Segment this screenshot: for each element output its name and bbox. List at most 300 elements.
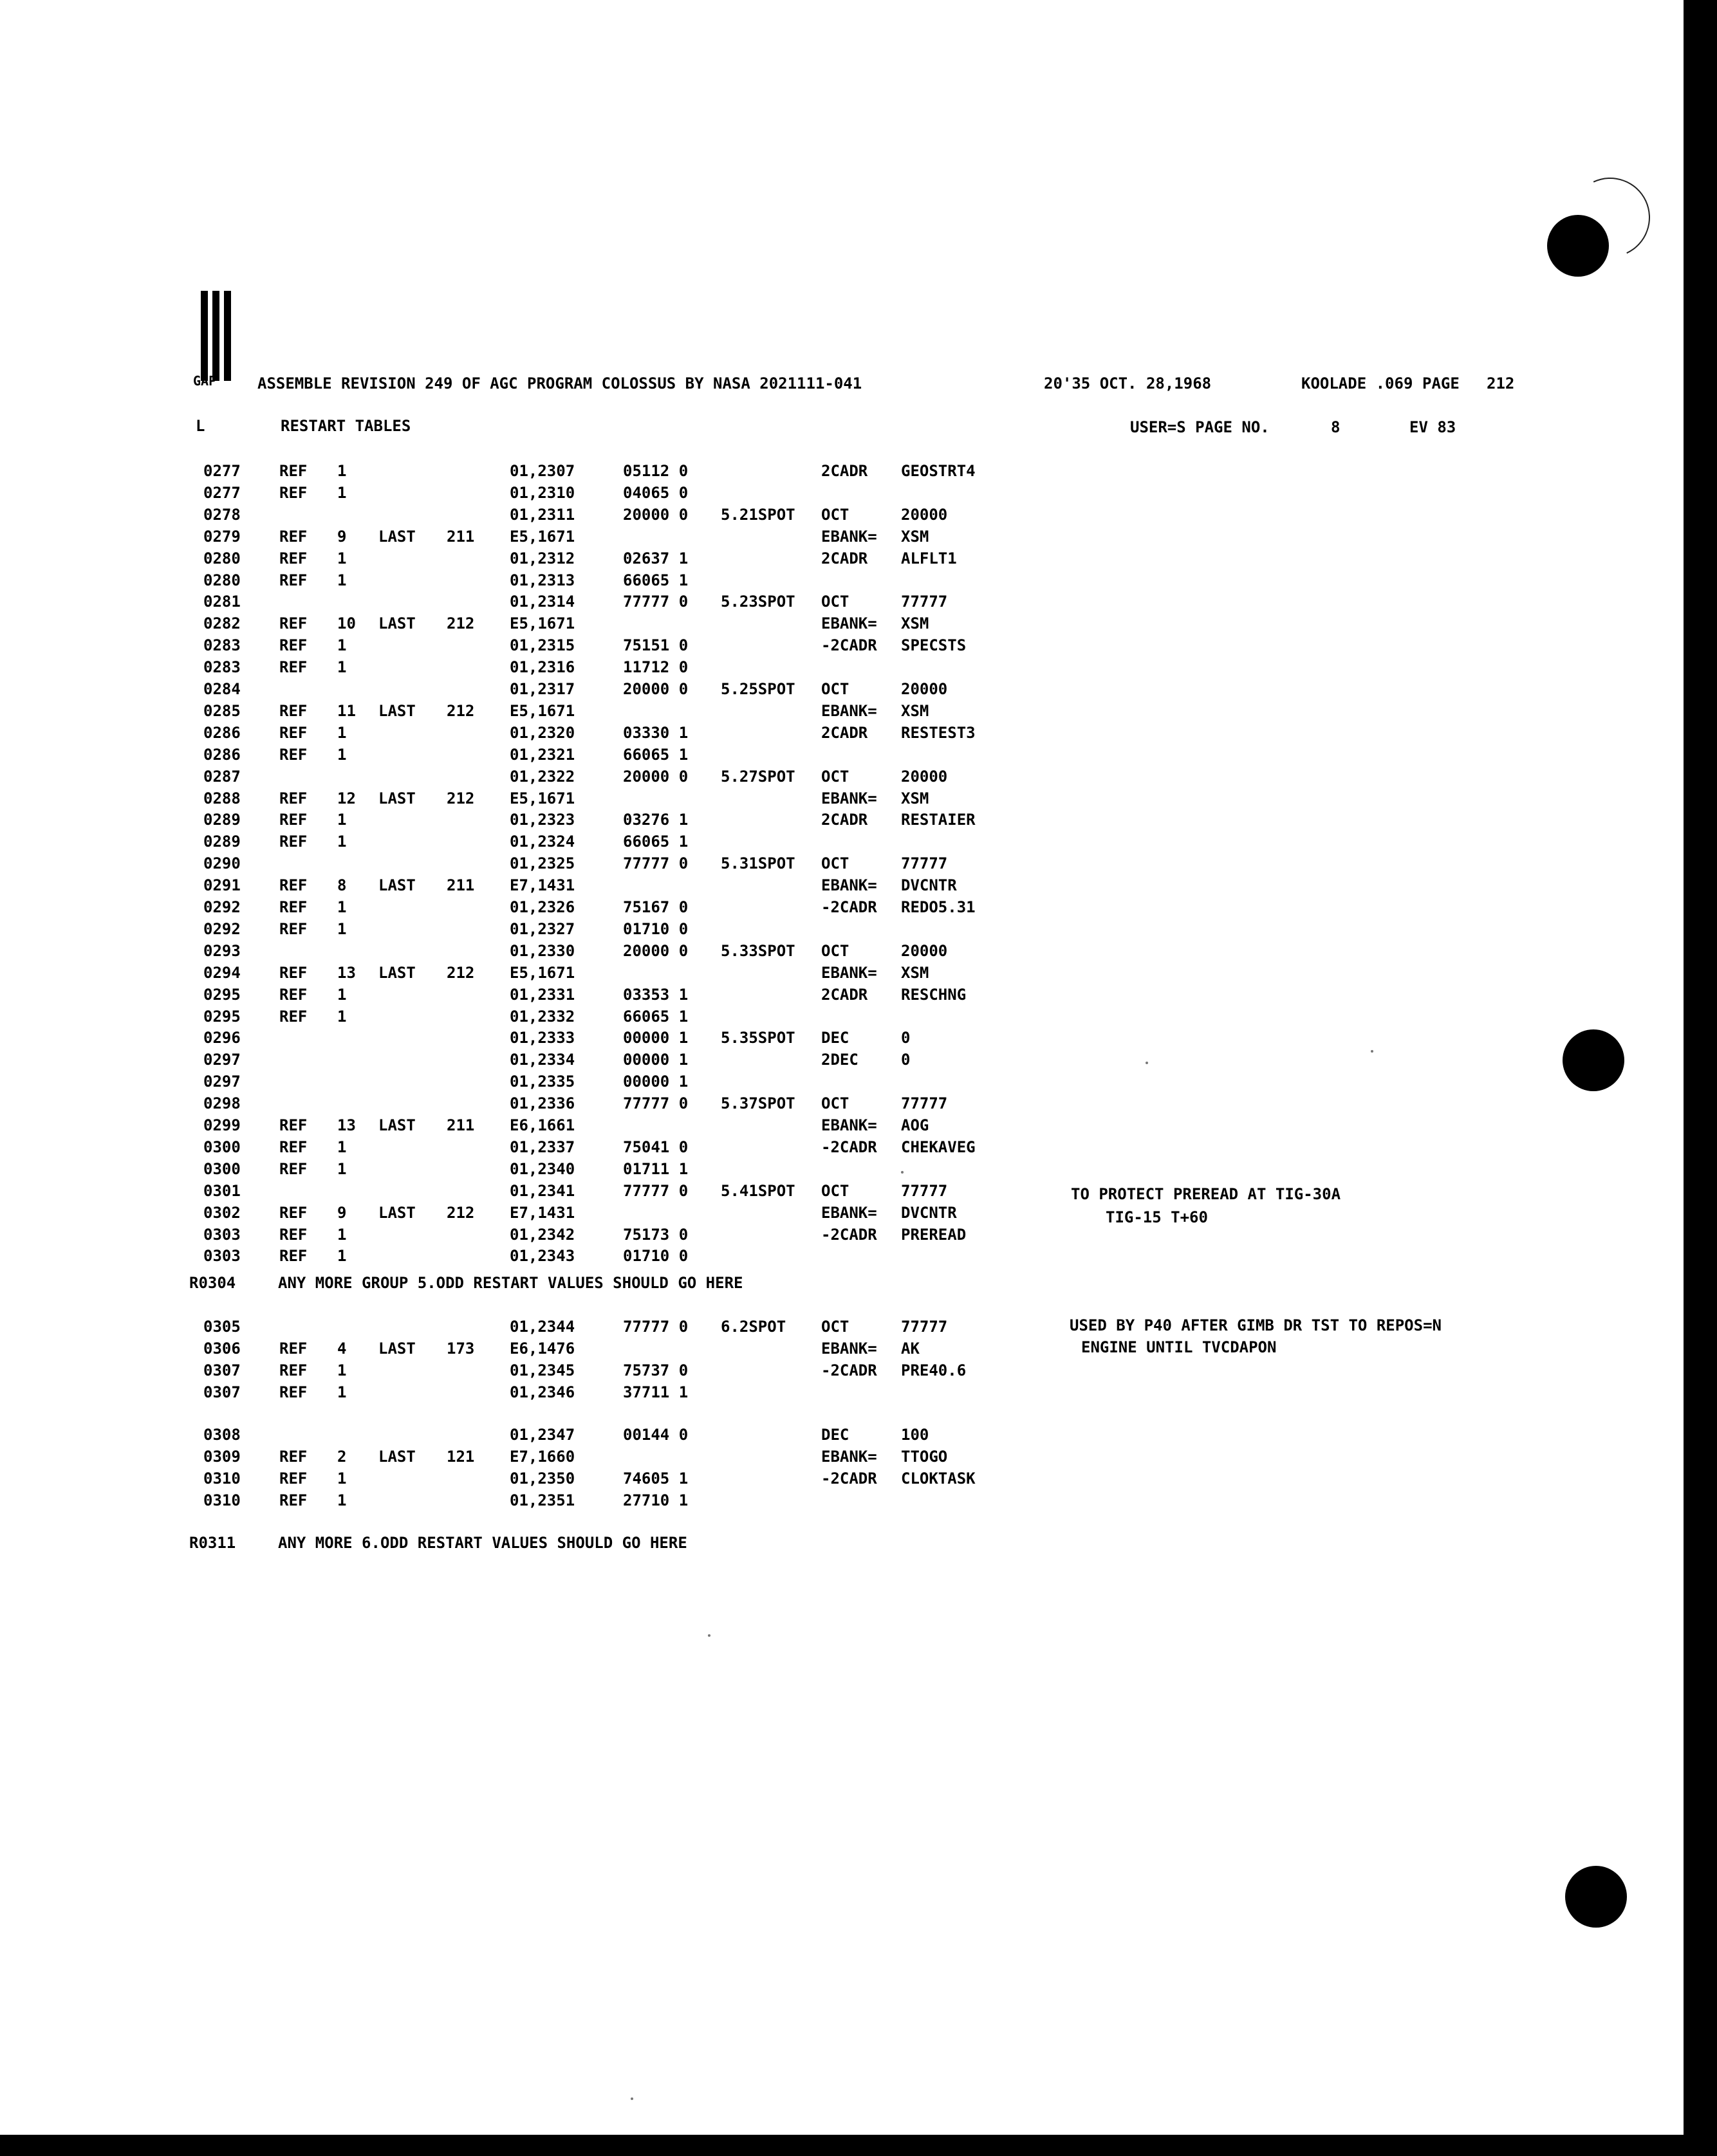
cell-ref: REF <box>279 1159 308 1178</box>
cell-addr: 01,2311 <box>510 505 575 524</box>
cell-word: 20000 0 <box>623 767 689 786</box>
cell-word: 00000 1 <box>623 1051 689 1069</box>
cell-operand: XSM <box>901 527 929 546</box>
cell-addr: 01,2312 <box>510 549 575 567</box>
listing-row <box>0 987 1684 1006</box>
listing-row <box>0 485 1684 504</box>
cell-addr: 01,2351 <box>510 1491 575 1509</box>
cell-operand: 20000 <box>901 767 948 786</box>
cell-line: 0297 <box>203 1051 241 1069</box>
cell-line: 0289 <box>203 811 241 829</box>
cell-line: 0283 <box>203 658 241 677</box>
cell-n: 9 <box>337 527 347 546</box>
cell-line: 0277 <box>203 483 241 502</box>
cell-operand: CHEKAVEG <box>901 1138 976 1156</box>
cell-operand: XSM <box>901 614 929 633</box>
cell-word: 74605 1 <box>623 1470 689 1488</box>
listing-row <box>0 899 1684 919</box>
cell-line: 0307 <box>203 1361 241 1379</box>
listing-row <box>0 1205 1684 1224</box>
cell-addr: 01,2315 <box>510 636 575 655</box>
cell-op: OCT <box>821 1094 849 1113</box>
cell-ref: REF <box>279 1007 308 1026</box>
cell-word: 75167 0 <box>623 898 689 916</box>
cell-line: 0302 <box>203 1203 241 1222</box>
cell-addr: 01,2340 <box>510 1159 575 1178</box>
cell-addr: 01,2341 <box>510 1181 575 1200</box>
cell-ref: REF <box>279 1448 308 1466</box>
cell-addr: 01,2333 <box>510 1029 575 1047</box>
header-title: ASSEMBLE REVISION 249 OF AGC PROGRAM COLOSSUS BY NASA 2021111-041 <box>257 374 862 392</box>
cell-operand: RESTEST3 <box>901 723 976 742</box>
cell-n: 1 <box>337 658 347 677</box>
cell-op: EBANK= <box>821 1340 877 1358</box>
cell-ref: REF <box>279 658 308 677</box>
listing-row <box>0 834 1684 853</box>
punch-hole-bottom <box>1565 1866 1627 1928</box>
cell-addr: 01,2327 <box>510 919 575 938</box>
cell-last: LAST <box>378 614 416 633</box>
listing-row <box>0 1118 1684 1137</box>
cell-ref: REF <box>279 1383 308 1401</box>
cell-n: 1 <box>337 1138 347 1156</box>
cell-last: LAST <box>378 1203 416 1222</box>
cell-ref: REF <box>279 1116 308 1134</box>
cell-addr: 01,2321 <box>510 745 575 764</box>
cell-line: 0307 <box>203 1383 241 1401</box>
listing-row <box>0 1139 1684 1159</box>
cell-operand: RESCHNG <box>901 985 967 1004</box>
l-mark: L <box>196 417 205 435</box>
listing-row <box>0 507 1684 526</box>
cell-operand: 20000 <box>901 680 948 698</box>
cell-op: -2CADR <box>821 898 877 916</box>
cell-addr: E5,1671 <box>510 614 575 633</box>
listing-row <box>0 529 1684 548</box>
cell-line: 0286 <box>203 745 241 764</box>
cell-word: 37711 1 <box>623 1383 689 1401</box>
cell-op: EBANK= <box>821 1448 877 1466</box>
cell-ref: REF <box>279 1203 308 1222</box>
cell-op: EBANK= <box>821 701 877 720</box>
listing-row <box>0 747 1684 766</box>
cell-ref: REF <box>279 963 308 982</box>
cell-op: OCT <box>821 941 849 960</box>
cell-last: LAST <box>378 876 416 895</box>
listing-row <box>0 1427 1684 1446</box>
cell-line: 0310 <box>203 1491 241 1509</box>
cell-word: 75041 0 <box>623 1138 689 1156</box>
listing-row <box>0 856 1684 875</box>
cell-word: 01711 1 <box>623 1159 689 1178</box>
cell-ref: REF <box>279 985 308 1004</box>
ev-number: EV 83 <box>1409 418 1456 436</box>
cell-op: DEC <box>821 1029 849 1047</box>
listing-row <box>0 463 1684 483</box>
listing-row <box>0 551 1684 570</box>
cell-last: LAST <box>378 527 416 546</box>
cell-addr: 01,2346 <box>510 1383 575 1401</box>
listing-row <box>0 791 1684 810</box>
cell-operand: XSM <box>901 963 929 982</box>
cell-ref: REF <box>279 1361 308 1379</box>
cell-word: 05112 0 <box>623 462 689 480</box>
cell-operand: PREREAD <box>901 1225 967 1244</box>
comment-text: ANY MORE GROUP 5.ODD RESTART VALUES SHOULD GO HERE <box>278 1274 743 1292</box>
cell-op: EBANK= <box>821 1116 877 1134</box>
header-page-number: 212 <box>1487 374 1515 392</box>
cell-addr: 01,2331 <box>510 985 575 1004</box>
cell-op: -2CADR <box>821 1225 877 1244</box>
cell-n: 1 <box>337 919 347 938</box>
listing-row <box>0 1385 1684 1404</box>
cell-word: 77777 0 <box>623 593 689 611</box>
listing-row <box>0 1227 1684 1246</box>
cell-line: 0310 <box>203 1470 241 1488</box>
cell-addr: E5,1671 <box>510 527 575 546</box>
cell-op: -2CADR <box>821 1138 877 1156</box>
cell-n: 1 <box>337 745 347 764</box>
cell-word: 66065 1 <box>623 1007 689 1026</box>
cell-addr: 01,2313 <box>510 571 575 589</box>
cell-last-n: 212 <box>447 614 475 633</box>
cell-ref: REF <box>279 1225 308 1244</box>
cell-operand: SPECSTS <box>901 636 967 655</box>
cell-word: 75173 0 <box>623 1225 689 1244</box>
cell-operand: 100 <box>901 1426 929 1444</box>
cell-addr: 01,2344 <box>510 1318 575 1336</box>
cell-addr: 01,2316 <box>510 658 575 677</box>
cell-addr: E5,1671 <box>510 963 575 982</box>
cell-line: 0277 <box>203 462 241 480</box>
cell-addr: 01,2337 <box>510 1138 575 1156</box>
cell-line: 0295 <box>203 1007 241 1026</box>
cell-op: EBANK= <box>821 614 877 633</box>
cell-op: 2CADR <box>821 723 868 742</box>
cell-last: LAST <box>378 1340 416 1358</box>
note-p40-line-1: USED BY P40 AFTER GIMB DR TST TO REPOS=N <box>1070 1316 1442 1334</box>
listing-row <box>0 659 1684 679</box>
cell-line: 0309 <box>203 1448 241 1466</box>
cell-ref: REF <box>279 614 308 633</box>
cell-operand: ALFLT1 <box>901 549 957 567</box>
cell-word: 01710 0 <box>623 919 689 938</box>
listing-row <box>0 921 1684 941</box>
listing-row <box>0 1363 1684 1382</box>
cell-tag: 6.2SPOT <box>721 1318 786 1336</box>
cell-addr: E6,1661 <box>510 1116 575 1134</box>
cell-word: 02637 1 <box>623 549 689 567</box>
cell-op: -2CADR <box>821 1361 877 1379</box>
cell-word: 75151 0 <box>623 636 689 655</box>
cell-ref: REF <box>279 483 308 502</box>
header-user: KOOLADE .069 <box>1301 374 1413 392</box>
cell-last-n: 212 <box>447 1203 475 1222</box>
cell-word: 00000 1 <box>623 1073 689 1091</box>
cell-ref: REF <box>279 636 308 655</box>
cell-word: 77777 0 <box>623 1181 689 1200</box>
cell-tag: 5.41SPOT <box>721 1181 795 1200</box>
cell-addr: 01,2324 <box>510 833 575 851</box>
cell-ref: REF <box>279 1491 308 1509</box>
cell-op: EBANK= <box>821 963 877 982</box>
cell-word: 77777 0 <box>623 1318 689 1336</box>
cell-addr: 01,2345 <box>510 1361 575 1379</box>
cell-last-n: 211 <box>447 1116 475 1134</box>
cell-tag: 5.21SPOT <box>721 505 795 524</box>
cell-operand: XSM <box>901 701 929 720</box>
cell-word: 03353 1 <box>623 985 689 1004</box>
cell-op: EBANK= <box>821 1203 877 1222</box>
cell-ref: REF <box>279 549 308 567</box>
cell-ref: REF <box>279 745 308 764</box>
cell-op: OCT <box>821 680 849 698</box>
header-timestamp: 20'35 OCT. 28,1968 <box>1044 374 1212 392</box>
cell-line: 0294 <box>203 963 241 982</box>
cell-n: 1 <box>337 636 347 655</box>
cell-op: 2CADR <box>821 985 868 1004</box>
cell-word: 00144 0 <box>623 1426 689 1444</box>
cell-word: 20000 0 <box>623 941 689 960</box>
note-preread-line-2: TIG-15 T+60 <box>1106 1208 1208 1226</box>
cell-n: 13 <box>337 1116 356 1134</box>
cell-ref: REF <box>279 898 308 916</box>
listing-row <box>0 638 1684 657</box>
cell-addr: 01,2325 <box>510 854 575 873</box>
cell-line: 0293 <box>203 941 241 960</box>
cell-operand: 77777 <box>901 1318 948 1336</box>
cell-last-n: 211 <box>447 876 475 895</box>
listing-row <box>0 1449 1684 1468</box>
cell-tag: 5.23SPOT <box>721 593 795 611</box>
cell-line: 0291 <box>203 876 241 895</box>
cell-ref: REF <box>279 811 308 829</box>
cell-line: 0295 <box>203 985 241 1004</box>
header-page-label: PAGE <box>1422 374 1460 392</box>
listing-row <box>0 1009 1684 1028</box>
cell-n: 10 <box>337 614 356 633</box>
cell-addr: 01,2320 <box>510 723 575 742</box>
user-page-label: USER=S PAGE NO. <box>1130 418 1270 436</box>
cell-ref: REF <box>279 789 308 807</box>
cell-operand: CLOKTASK <box>901 1470 976 1488</box>
cell-line: 0280 <box>203 571 241 589</box>
listing-row <box>0 878 1684 897</box>
cell-line: 0290 <box>203 854 241 873</box>
listing-row <box>0 1471 1684 1490</box>
comment-line-number: R0304 <box>189 1274 236 1292</box>
cell-line: 0292 <box>203 919 241 938</box>
cell-op: DEC <box>821 1426 849 1444</box>
cell-n: 1 <box>337 811 347 829</box>
cell-n: 1 <box>337 1491 347 1509</box>
cell-line: 0281 <box>203 593 241 611</box>
cell-ref: REF <box>279 571 308 589</box>
cell-operand: AOG <box>901 1116 929 1134</box>
paper-speck <box>901 1171 904 1174</box>
listing-row <box>0 616 1684 635</box>
cell-word: 20000 0 <box>623 680 689 698</box>
cell-word: 00000 1 <box>623 1029 689 1047</box>
listing-row <box>0 1074 1684 1093</box>
cell-operand: RESTAIER <box>901 811 976 829</box>
paper-speck <box>1146 1062 1148 1064</box>
user-page-number: 8 <box>1331 418 1341 436</box>
note-p40-line-2: ENGINE UNTIL TVCDAPON <box>1081 1338 1277 1356</box>
cell-addr: 01,2343 <box>510 1247 575 1266</box>
cell-line: 0299 <box>203 1116 241 1134</box>
listing-row <box>0 1248 1684 1267</box>
cell-line: 0297 <box>203 1073 241 1091</box>
cell-last-n: 212 <box>447 701 475 720</box>
cell-n: 1 <box>337 571 347 589</box>
cell-word: 03276 1 <box>623 811 689 829</box>
cell-line: 0282 <box>203 614 241 633</box>
cell-op: OCT <box>821 593 849 611</box>
cell-addr: 01,2334 <box>510 1051 575 1069</box>
cell-op: 2CADR <box>821 462 868 480</box>
cell-ref: REF <box>279 527 308 546</box>
cell-n: 1 <box>337 462 347 480</box>
cell-n: 1 <box>337 833 347 851</box>
cell-op: OCT <box>821 505 849 524</box>
cell-tag: 5.27SPOT <box>721 767 795 786</box>
cell-operand: XSM <box>901 789 929 807</box>
cell-tag: 5.25SPOT <box>721 680 795 698</box>
cell-operand: DVCNTR <box>901 1203 957 1222</box>
cell-n: 1 <box>337 723 347 742</box>
cell-last: LAST <box>378 963 416 982</box>
cell-addr: 01,2307 <box>510 462 575 480</box>
cell-n: 13 <box>337 963 356 982</box>
cell-word: 66065 1 <box>623 833 689 851</box>
cell-n: 9 <box>337 1203 347 1222</box>
cell-addr: 01,2314 <box>510 593 575 611</box>
cell-op: EBANK= <box>821 527 877 546</box>
cell-ref: REF <box>279 833 308 851</box>
cell-line: 0280 <box>203 549 241 567</box>
cell-n: 1 <box>337 1225 347 1244</box>
cell-n: 1 <box>337 1007 347 1026</box>
cell-line: 0303 <box>203 1225 241 1244</box>
cell-line: 0298 <box>203 1094 241 1113</box>
cell-ref: REF <box>279 462 308 480</box>
cell-operand: AK <box>901 1340 920 1358</box>
listing-row <box>0 703 1684 723</box>
cell-word: 66065 1 <box>623 571 689 589</box>
paper-speck <box>1371 1050 1373 1053</box>
cell-op: OCT <box>821 1181 849 1200</box>
cell-addr: E7,1660 <box>510 1448 575 1466</box>
cell-addr: 01,2335 <box>510 1073 575 1091</box>
cell-n: 1 <box>337 898 347 916</box>
cell-n: 4 <box>337 1340 347 1358</box>
cell-tag: 5.33SPOT <box>721 941 795 960</box>
corner-mark: GAP <box>193 373 217 389</box>
cell-addr: 01,2326 <box>510 898 575 916</box>
cell-op: OCT <box>821 1318 849 1336</box>
listing-row <box>0 1096 1684 1115</box>
comment-line-number: R0311 <box>189 1534 236 1552</box>
cell-last: LAST <box>378 1116 416 1134</box>
cell-operand: REDO5.31 <box>901 898 976 916</box>
cell-n: 1 <box>337 1159 347 1178</box>
cell-tag: 5.35SPOT <box>721 1029 795 1047</box>
cell-word: 01710 0 <box>623 1247 689 1266</box>
listing-row <box>0 725 1684 744</box>
cell-addr: 01,2342 <box>510 1225 575 1244</box>
listing-row <box>0 769 1684 788</box>
listing-row <box>0 1338 1684 1360</box>
cell-n: 1 <box>337 549 347 567</box>
cell-operand: 20000 <box>901 505 948 524</box>
cell-ref: REF <box>279 919 308 938</box>
cell-ref: REF <box>279 1138 308 1156</box>
cell-addr: E5,1671 <box>510 789 575 807</box>
listing-row <box>0 812 1684 831</box>
cell-addr: 01,2347 <box>510 1426 575 1444</box>
cell-operand: TTOGO <box>901 1448 948 1466</box>
listing-row <box>0 943 1684 963</box>
cell-line: 0292 <box>203 898 241 916</box>
cell-n: 12 <box>337 789 356 807</box>
listing-row <box>0 1183 1684 1202</box>
cell-last: LAST <box>378 701 416 720</box>
cell-ref: REF <box>279 1340 308 1358</box>
cell-n: 1 <box>337 1383 347 1401</box>
cell-last-n: 211 <box>447 527 475 546</box>
cell-last-n: 212 <box>447 789 475 807</box>
cell-n: 1 <box>337 1361 347 1379</box>
cell-n: 11 <box>337 701 356 720</box>
cell-line: 0301 <box>203 1181 241 1200</box>
note-preread-line-1: TO PROTECT PREREAD AT TIG-30A <box>1071 1185 1341 1203</box>
cell-line: 0284 <box>203 680 241 698</box>
cell-line: 0278 <box>203 505 241 524</box>
cell-operand: 0 <box>901 1029 911 1047</box>
cell-word: 27710 1 <box>623 1491 689 1509</box>
section-title: RESTART TABLES <box>281 417 411 435</box>
cell-tag: 5.31SPOT <box>721 854 795 873</box>
cell-op: OCT <box>821 767 849 786</box>
cell-op: EBANK= <box>821 876 877 895</box>
listing-row <box>0 1493 1684 1512</box>
cell-word: 77777 0 <box>623 1094 689 1113</box>
comment-text: ANY MORE 6.ODD RESTART VALUES SHOULD GO HERE <box>278 1534 687 1552</box>
cell-addr: 01,2310 <box>510 483 575 502</box>
cell-addr: E7,1431 <box>510 1203 575 1222</box>
cell-last-n: 173 <box>447 1340 475 1358</box>
cell-addr: 01,2350 <box>510 1470 575 1488</box>
cell-operand: 77777 <box>901 593 948 611</box>
cell-addr: 01,2322 <box>510 767 575 786</box>
cell-last-n: 212 <box>447 963 475 982</box>
cell-operand: PRE40.6 <box>901 1361 967 1379</box>
cell-line: 0283 <box>203 636 241 655</box>
cell-word: 04065 0 <box>623 483 689 502</box>
cell-last: LAST <box>378 1448 416 1466</box>
cell-operand: 77777 <box>901 1181 948 1200</box>
listing-row <box>0 681 1684 701</box>
cell-addr: 01,2336 <box>510 1094 575 1113</box>
cell-n: 2 <box>337 1448 347 1466</box>
cell-word: 77777 0 <box>623 854 689 873</box>
cell-addr: 01,2317 <box>510 680 575 698</box>
cell-ref: REF <box>279 1470 308 1488</box>
cell-last: LAST <box>378 789 416 807</box>
cell-op: -2CADR <box>821 1470 877 1488</box>
cell-line: 0288 <box>203 789 241 807</box>
